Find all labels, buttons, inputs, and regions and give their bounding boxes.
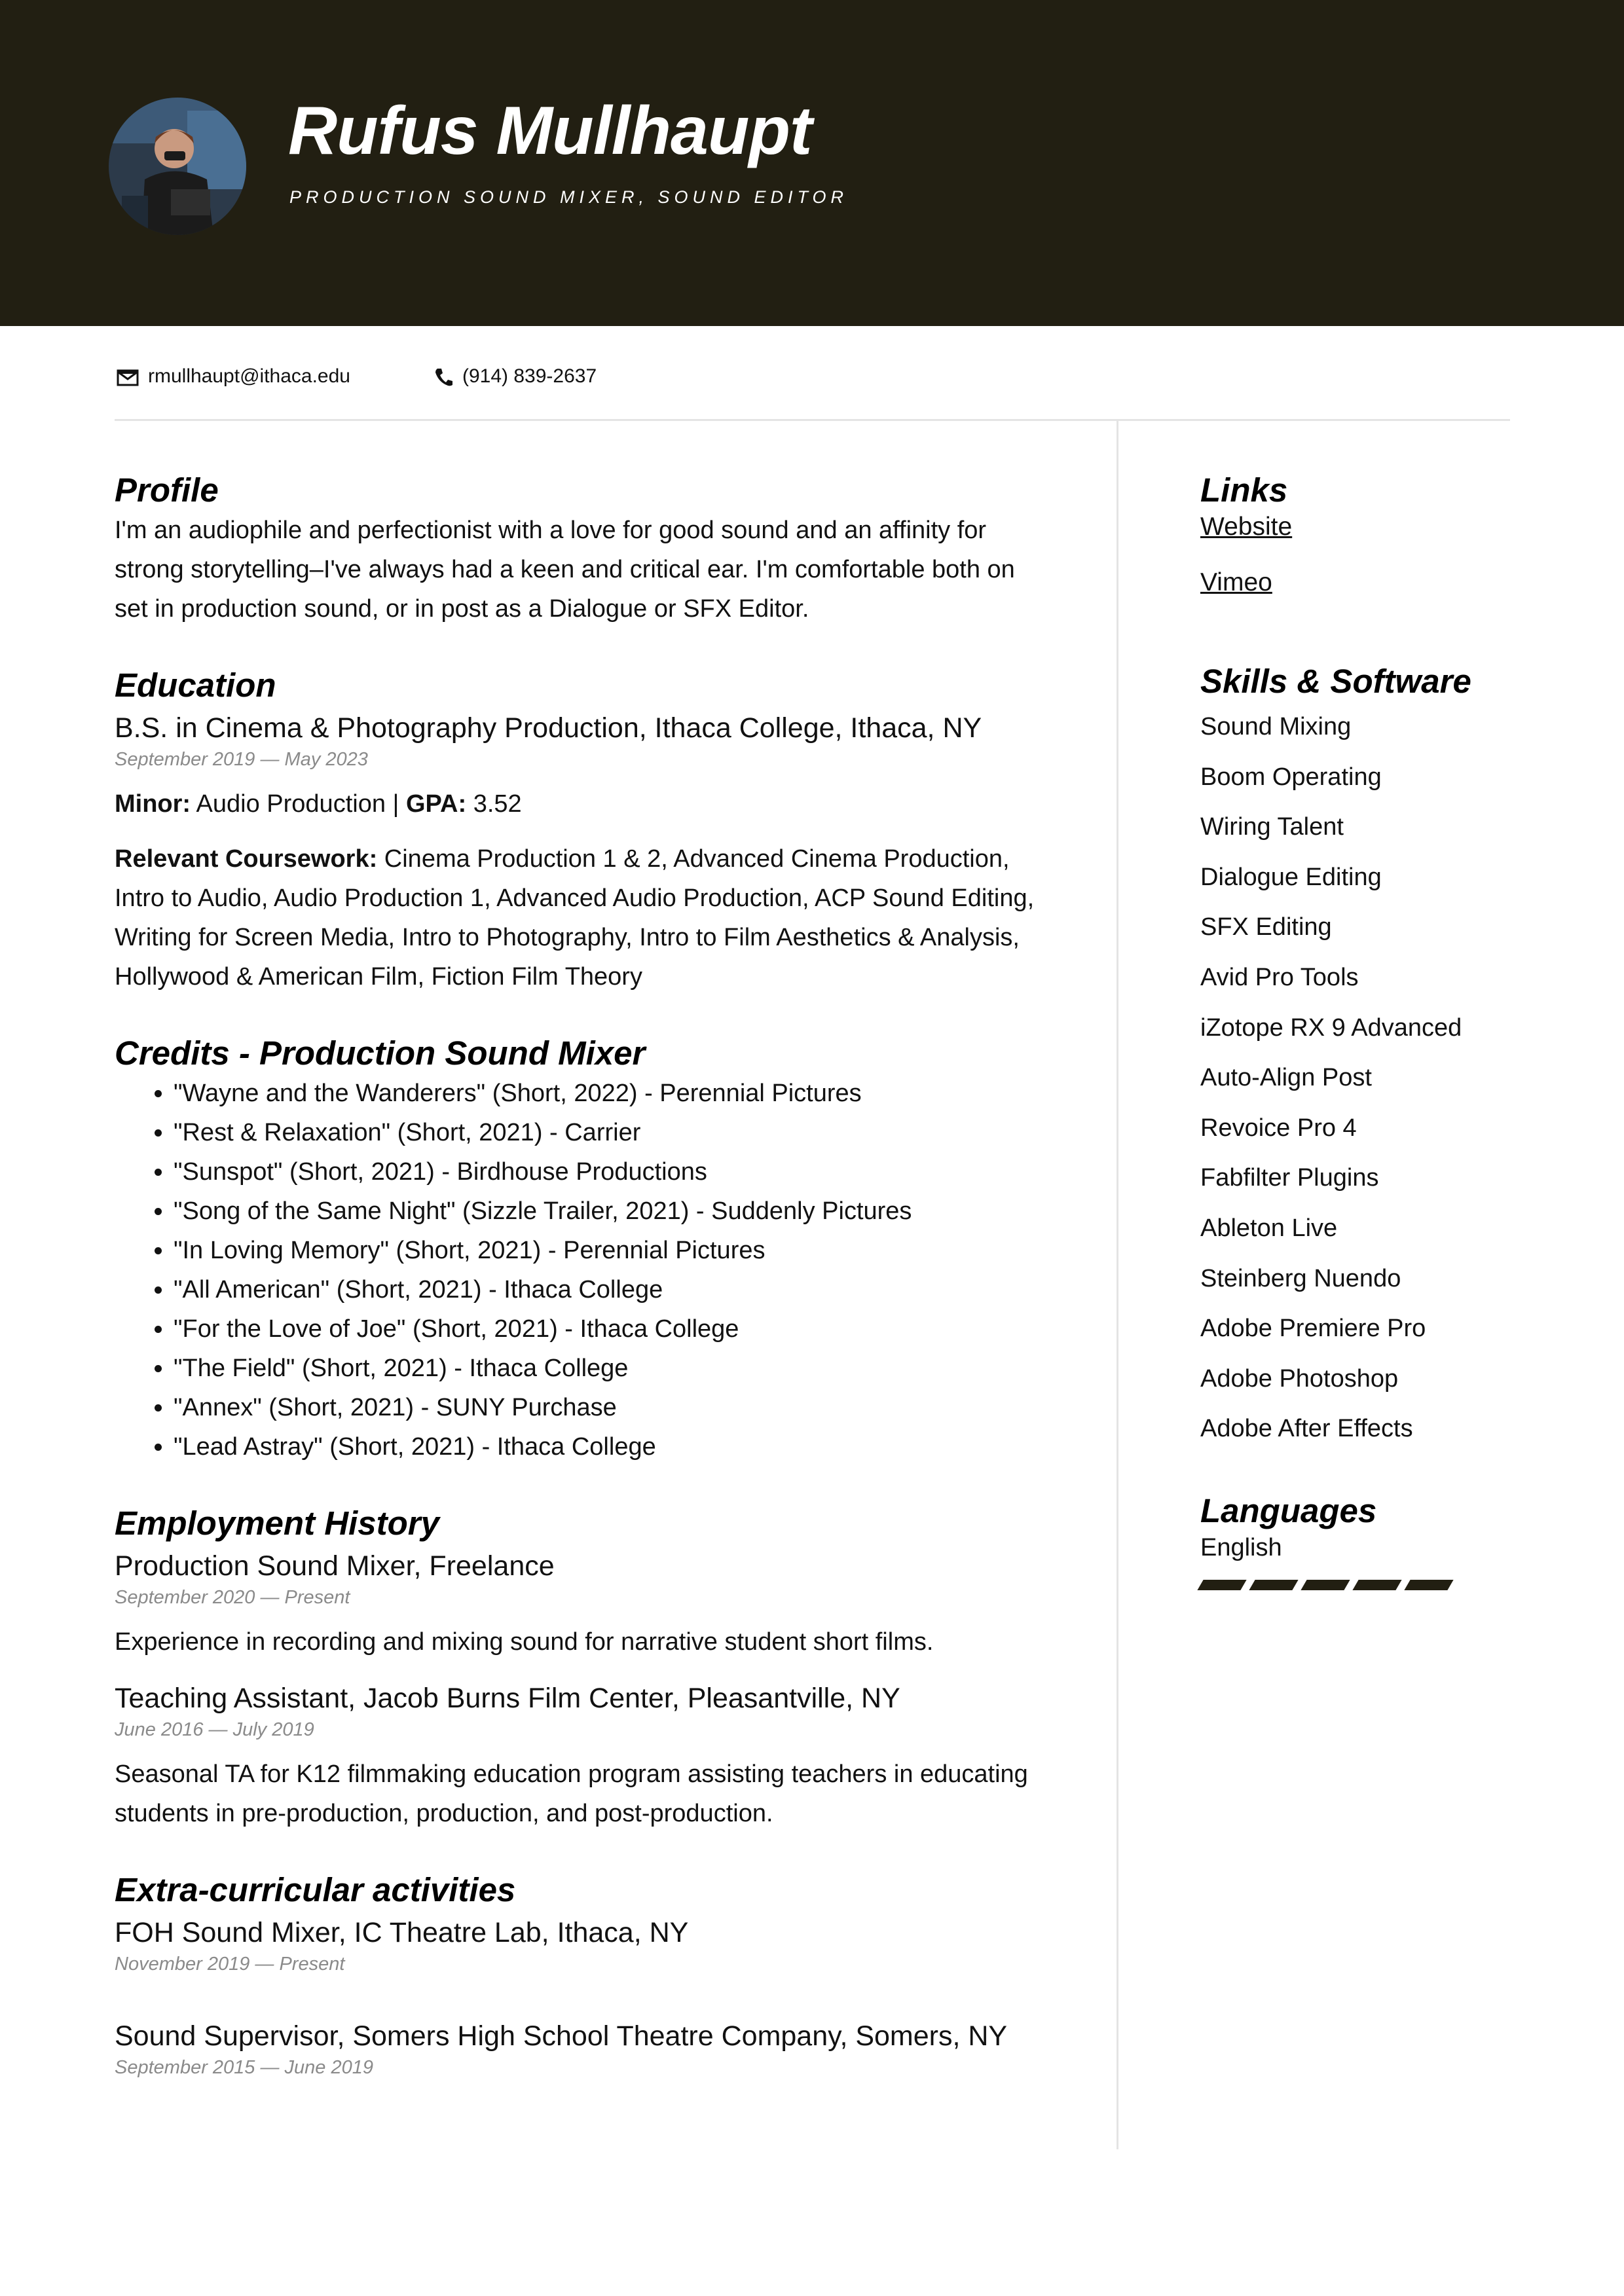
extracurricular-heading: Extra-curricular activities <box>115 1871 516 1908</box>
list-item: • "The Field" (Short, 2021) - Ithaca College <box>174 1349 1051 1388</box>
education-dates: September 2019 — May 2023 <box>115 749 368 770</box>
job-entry <box>115 1680 1051 1833</box>
job-entry <box>115 1548 1051 1662</box>
avatar-photo <box>109 98 246 235</box>
candidate-title: PRODUCTION SOUND MIXER, SOUND EDITOR <box>289 187 849 207</box>
horizontal-divider <box>115 419 1510 421</box>
phone-text: (914) 839-2637 <box>462 365 597 387</box>
skill-item: Wiring Talent <box>1200 813 1344 841</box>
links-heading: Links <box>1200 471 1288 509</box>
skill-item: Ableton Live <box>1200 1214 1338 1242</box>
header-banner <box>0 0 1624 326</box>
language-level-bar <box>1200 1580 1567 1590</box>
profile-heading: Profile <box>115 471 219 509</box>
gpa-label: GPA: <box>405 790 467 818</box>
job-dates: June 2016 — July 2019 <box>115 1719 314 1740</box>
skill-item: Adobe Photoshop <box>1200 1364 1399 1393</box>
list-item: • "Song of the Same Night" (Sizzle Trailer, 2021) - Suddenly Pictures <box>174 1192 1051 1231</box>
job-title: Production Sound Mixer, Freelance <box>115 1550 555 1582</box>
job-description: Seasonal TA for K12 filmmaking education program assisting teachers in educating students in pre-production, production, and post-production. <box>115 1760 1028 1827</box>
languages-heading: Languages <box>1200 1491 1377 1529</box>
education-degree: B.S. in Cinema & Photography Production, Ithaca College, Ithaca, NY <box>115 712 982 744</box>
skill-item: Auto-Align Post <box>1200 1064 1372 1092</box>
coursework-value: Cinema Production 1 & 2, Advanced Cinema Production, Intro to Audio, Audio Production 1, Advanced Audio Production, ACP Sound Editing, Writing for Screen Media, Intro to Photography, Intro to Film Aesthetics & Analysis, Hollywood & American Film, Fiction Film Theory <box>115 845 1035 991</box>
minor-value: Audio Production | <box>196 790 399 818</box>
envelope-icon <box>117 367 139 386</box>
gpa-value: 3.52 <box>473 790 522 818</box>
language-level-segment <box>1404 1580 1453 1590</box>
activity-dates: September 2015 — June 2019 <box>115 2057 373 2078</box>
skill-item: Avid Pro Tools <box>1200 963 1359 991</box>
list-item: • "Rest & Relaxation" (Short, 2021) - Carrier <box>174 1113 1051 1152</box>
website-link[interactable]: Website <box>1200 513 1293 541</box>
activity-title: Sound Supervisor, Somers High School Theatre Company, Somers, NY <box>115 2020 1008 2052</box>
activity-dates: November 2019 — Present <box>115 1954 345 1975</box>
skill-item: iZotope RX 9 Advanced <box>1200 1013 1462 1042</box>
education-section <box>115 665 1051 996</box>
phone-icon <box>434 366 453 387</box>
list-item: • "Sunspot" (Short, 2021) - Birdhouse Productions <box>174 1152 1051 1192</box>
extracurricular-section <box>115 1870 1051 2081</box>
job-description: Experience in recording and mixing sound for narrative student short films. <box>115 1628 934 1656</box>
list-item: • "Lead Astray" (Short, 2021) - Ithaca College <box>174 1427 1051 1467</box>
credits-section <box>115 1033 1051 1467</box>
email-text: rmullhaupt@ithaca.edu <box>148 365 350 387</box>
main-column <box>115 470 1051 2081</box>
skill-item: Fabfilter Plugins <box>1200 1164 1379 1192</box>
list-item: • "In Loving Memory" (Short, 2021) - Perennial Pictures <box>174 1231 1051 1270</box>
coursework-label: Relevant Coursework: <box>115 845 378 873</box>
list-item: • "Wayne and the Wanderers" (Short, 2022) - Perennial Pictures <box>174 1074 1051 1113</box>
skill-item: Adobe Premiere Pro <box>1200 1315 1426 1343</box>
side-column <box>1200 470 1567 1590</box>
credits-list <box>115 1074 1051 1467</box>
education-heading: Education <box>115 666 276 704</box>
skill-item: Steinberg Nuendo <box>1200 1264 1401 1292</box>
skill-item: Revoice Pro 4 <box>1200 1114 1357 1142</box>
profile-text: I'm an audiophile and perfectionist with a love for good sound and an affinity for strong storytelling–I've always had a keen and critical ear. I'm comfortable both on set in production sound, or in post as a Dialogue or SFX Editor. <box>115 517 1015 623</box>
candidate-name: Rufus Mullhaupt <box>288 93 812 169</box>
profile-section <box>115 470 1051 629</box>
skill-item: Sound Mixing <box>1200 713 1352 740</box>
vimeo-link[interactable]: Vimeo <box>1200 568 1272 596</box>
skill-item: SFX Editing <box>1200 913 1332 941</box>
skill-item: Boom Operating <box>1200 763 1382 791</box>
activity-entry <box>115 2018 1051 2081</box>
skill-item: Adobe After Effects <box>1200 1415 1413 1443</box>
list-item: • "All American" (Short, 2021) - Ithaca College <box>174 1270 1051 1309</box>
column-divider <box>1116 421 1118 2149</box>
activity-entry <box>115 1914 1051 1977</box>
languages-section <box>1200 1491 1567 1590</box>
credits-heading: Credits - Production Sound Mixer <box>115 1034 646 1072</box>
skills-heading: Skills & Software <box>1200 663 1471 700</box>
language-level-segment <box>1249 1580 1298 1590</box>
employment-section <box>115 1503 1051 1833</box>
skills-list <box>1200 702 1567 1454</box>
job-title: Teaching Assistant, Jacob Burns Film Center, Pleasantville, NY <box>115 1683 900 1714</box>
contact-email[interactable] <box>117 360 350 393</box>
list-item: • "For the Love of Joe" (Short, 2021) - Ithaca College <box>174 1309 1051 1349</box>
job-dates: September 2020 — Present <box>115 1587 350 1608</box>
avatar <box>109 98 246 235</box>
activity-title: FOH Sound Mixer, IC Theatre Lab, Ithaca, NY <box>115 1917 689 1948</box>
language-level-segment <box>1301 1580 1350 1590</box>
employment-heading: Employment History <box>115 1504 439 1542</box>
language-level-segment <box>1197 1580 1246 1590</box>
skills-section <box>1200 661 1567 1454</box>
language-level-segment <box>1352 1580 1401 1590</box>
list-item: • "Annex" (Short, 2021) - SUNY Purchase <box>174 1388 1051 1427</box>
language-name: English <box>1200 1533 1282 1561</box>
minor-label: Minor: <box>115 790 191 818</box>
education-coursework <box>115 839 1051 996</box>
contact-phone[interactable] <box>434 360 597 393</box>
links-section <box>1200 470 1567 599</box>
education-minor <box>115 784 1051 824</box>
skill-item: Dialogue Editing <box>1200 863 1382 891</box>
